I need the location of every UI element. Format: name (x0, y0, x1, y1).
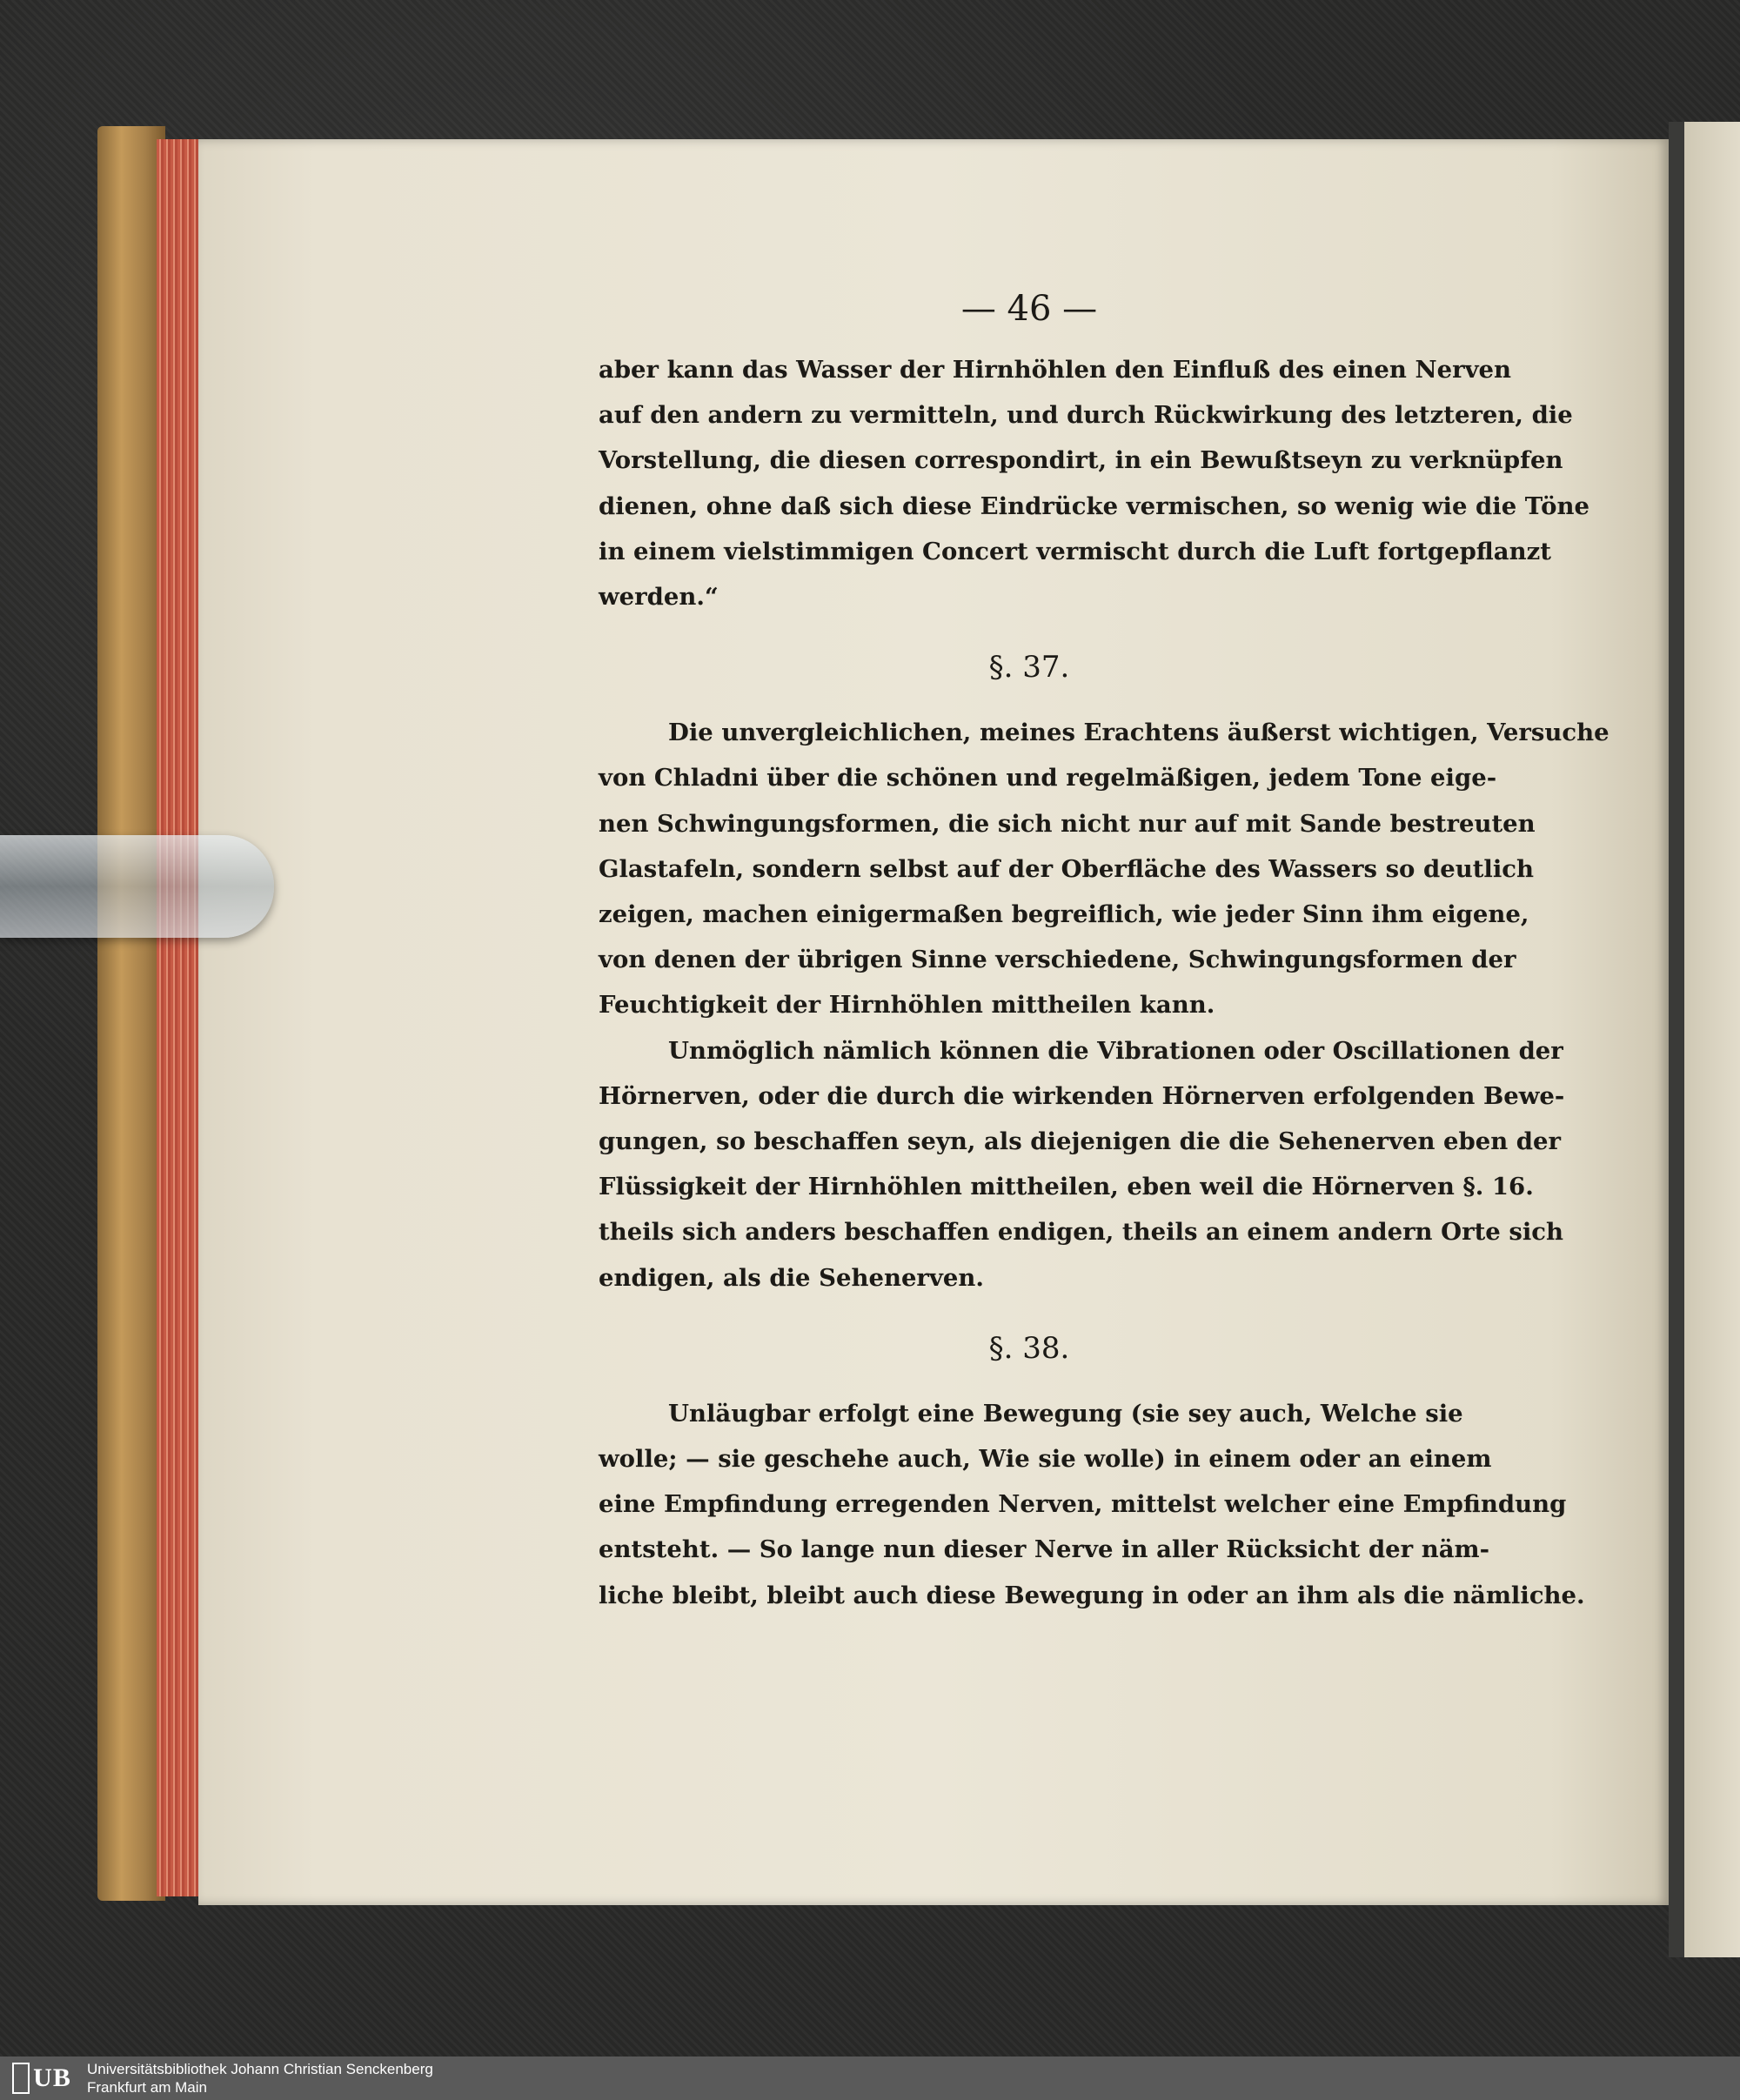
section-heading: §. 38. (988, 1330, 1070, 1366)
footer-location: Frankfurt am Main (87, 2079, 207, 2096)
text-line: Glastafeln, sondern selbst auf der Oberfläche des Wassers so deutlich (599, 854, 1535, 883)
text-line: dienen, ohne daß sich diese Eindrücke vermischen, so wenig wie die Töne (599, 492, 1589, 520)
text-line: entsteht. — So lange nun dieser Nerve in aller Rücksicht der näm- (599, 1535, 1490, 1564)
page-edges (157, 139, 202, 1896)
paragraph (599, 1391, 1585, 1618)
text-line: Die unvergleichlichen, meines Erachtens äußerst wichtigen, Versuche (668, 719, 1610, 747)
paragraph (599, 710, 1610, 1027)
text-line: liche bleibt, bleibt auch diese Bewegung in oder an ihm als die nämliche. (599, 1581, 1585, 1609)
text-line: von denen der übrigen Sinne verschiedene, Schwingungsformen der (599, 946, 1516, 974)
footer-text (87, 2060, 433, 2097)
text-line: wolle; — sie geschehe auch, Wie sie wolle) in einem oder an einem (599, 1445, 1492, 1474)
text-line: nen Schwingungsformen, die sich nicht nur auf mit Sande bestreuten (599, 809, 1536, 838)
footer-institution: Universitätsbibliothek Johann Christian Senckenberg (87, 2061, 433, 2077)
footer-bar (0, 2057, 1740, 2100)
text-line: aber kann das Wasser der Hirnhöhlen den Einfluß des einen Nerven (599, 356, 1512, 384)
glass-page-weight (0, 835, 274, 938)
section-heading: §. 37. (988, 650, 1070, 686)
page-text (599, 283, 1610, 1618)
text-line: theils sich anders beschaffen endigen, theils an einem andern Orte sich (599, 1218, 1564, 1247)
text-line: zeigen, machen einigermaßen begreiflich, wie jeder Sinn ihm eigene, (599, 900, 1529, 929)
library-logo (3, 2059, 80, 2097)
text-line: eine Empfindung erregenden Nerven, mittelst welcher eine Empfindung (599, 1490, 1567, 1519)
paragraph (599, 347, 1589, 619)
text-line: von Chladni über die schönen und regelmäßigen, jedem Tone eige- (599, 764, 1497, 793)
text-line: auf den andern zu vermitteln, und durch Rückwirkung des letzteren, die (599, 401, 1573, 430)
adjacent-page (1669, 122, 1740, 1957)
text-line: werden.“ (599, 583, 719, 612)
text-line: Feuchtigkeit der Hirnhöhlen mittheilen kann. (599, 991, 1215, 1020)
logo-text: UB (33, 2063, 71, 2092)
text-line: Hörnerven, oder die durch die wirkenden Hörnerven erfolgenden Bewe- (599, 1081, 1565, 1110)
page-body (599, 347, 1610, 1618)
logo-box-icon (12, 2063, 30, 2094)
text-line: gungen, so beschaffen seyn, als diejenigen die die Sehenerven eben der (599, 1127, 1562, 1156)
text-line: Unmöglich nämlich können die Vibrationen oder Oscillationen der (668, 1036, 1563, 1065)
page-number: — 46 — (960, 289, 1098, 329)
text-line: in einem vielstimmigen Concert vermischt durch die Luft fortgepflanzt (599, 537, 1551, 565)
book-spine-edge (97, 126, 165, 1901)
text-line: Vorstellung, die diesen correspondirt, in ein Bewußtseyn zu verknüpfen (599, 446, 1563, 475)
text-line: Unläugbar erfolgt eine Bewegung (sie sey auch, Welche sie (668, 1399, 1463, 1428)
text-line: endigen, als die Sehenerven. (599, 1263, 984, 1292)
paragraph (599, 1028, 1565, 1301)
text-line: Flüssigkeit der Hirnhöhlen mittheilen, eben weil die Hörnerven §. 16. (599, 1173, 1534, 1201)
